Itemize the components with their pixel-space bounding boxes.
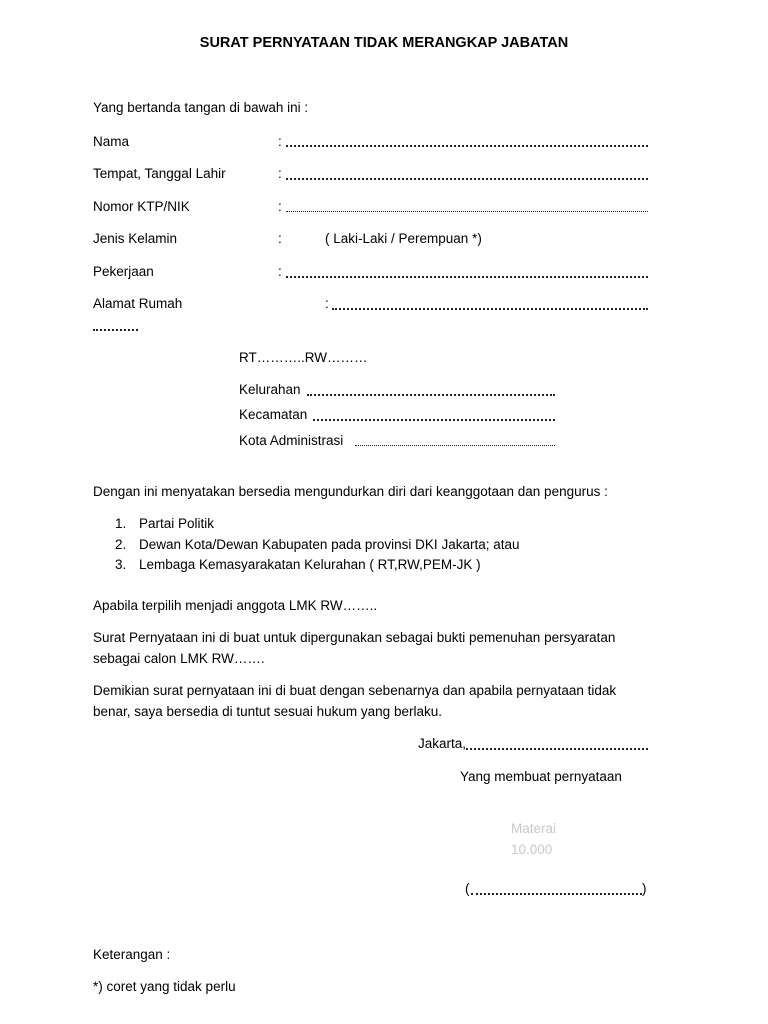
fill-line[interactable]: [286, 276, 648, 278]
kecamatan-label: Kecamatan: [239, 407, 308, 422]
field-colon: :: [278, 134, 282, 149]
list-text: Dewan Kota/Dewan Kabupaten pada provinsi DKI Jakarta; atau: [139, 537, 520, 552]
field-colon: :: [325, 296, 329, 311]
field-colon: :: [278, 166, 282, 181]
paragraph-closing: Demikian surat pernyataan ini di buat dengan sebenarnya dan apabila pernyataan tidak benar, saya bersedia di tuntut sesuai hukum yang berlaku.: [93, 683, 617, 719]
paragraph-apabila: Apabila terpilih menjadi anggota LMK RW……..: [93, 598, 378, 613]
document-title: SURAT PERNYATAAN TIDAK MERANGKAP JABATAN: [199, 35, 569, 51]
gender-options: ( Laki-Laki / Perempuan *): [325, 231, 482, 246]
signer-label: Yang membuat pernyataan: [460, 769, 622, 784]
place-label: Jakarta,: [418, 736, 467, 751]
field-label: Pekerjaan: [93, 264, 154, 279]
signature-open-paren: (: [465, 881, 470, 896]
list-number: 1.: [115, 516, 127, 531]
intro-text: Yang bertanda tangan di bawah ini :: [93, 100, 309, 115]
field-label: Jenis Kelamin: [93, 231, 178, 246]
signature-fill-line[interactable]: [471, 893, 642, 895]
fill-line[interactable]: [313, 419, 555, 421]
paragraph-purpose: Surat Pernyataan ini di buat untuk dipergunakan sebagai bukti pemenuhan persyaratan sebagai calon LMK RW…….: [93, 630, 616, 666]
list-text: Lembaga Kemasyarakatan Kelurahan ( RT,RW,PEM-JK ): [139, 557, 481, 572]
keterangan-label: Keterangan :: [93, 947, 171, 962]
field-label: Tempat, Tanggal Lahir: [93, 166, 226, 181]
materai-line1: Materai: [511, 821, 557, 836]
rt-rw-line: RT………..RW………: [239, 350, 368, 365]
field-colon: :: [278, 264, 282, 279]
fill-line[interactable]: [93, 329, 138, 331]
kota-label: Kota Administrasi: [239, 433, 344, 448]
footnote-text: *) coret yang tidak perlu: [93, 979, 236, 994]
field-colon: :: [278, 231, 282, 246]
fill-line[interactable]: [355, 445, 555, 446]
fill-line[interactable]: [286, 211, 648, 212]
statement-text: Dengan ini menyatakan bersedia mengundurkan diri dari keanggotaan dan pengurus :: [93, 484, 608, 499]
field-label: Nama: [93, 134, 130, 149]
fill-line[interactable]: [286, 178, 648, 180]
fill-line[interactable]: [286, 145, 648, 147]
list-text: Partai Politik: [139, 516, 215, 531]
materai-line2: 10.000: [511, 842, 553, 857]
signature-close-paren: ): [642, 881, 647, 896]
field-colon: :: [278, 199, 282, 214]
list-number: 3.: [115, 557, 127, 572]
fill-line[interactable]: [466, 748, 648, 750]
field-label: Alamat Rumah: [93, 296, 183, 311]
kelurahan-label: Kelurahan: [239, 382, 301, 397]
list-number: 2.: [115, 537, 127, 552]
field-label: Nomor KTP/NIK: [93, 199, 190, 214]
fill-line[interactable]: [307, 394, 555, 396]
fill-line[interactable]: [332, 308, 648, 310]
